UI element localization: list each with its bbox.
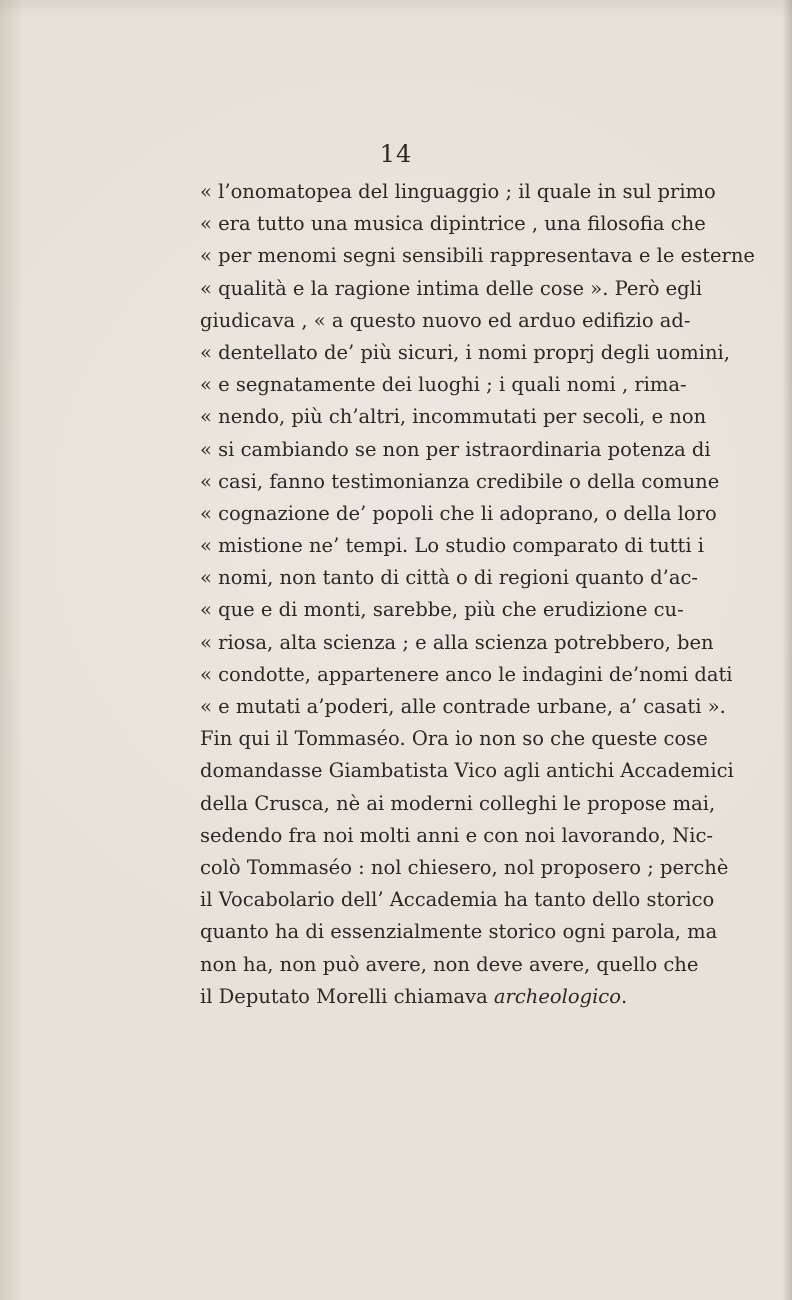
italic-word: archeologico — [493, 984, 621, 1008]
page-edge-shadow — [782, 0, 792, 1300]
text-line: non ha, non può avere, non deve avere, quello che — [200, 952, 699, 976]
text-line: domandasse Giambatista Vico agli antichi Accademici — [200, 759, 734, 783]
text-line: Fin qui il Tommaséo. Ora io non so che queste cose — [200, 727, 708, 751]
text-line: il Vocabolario dell’ Accademia ha tanto dello storico — [200, 888, 715, 912]
text-line: « e mutati a’poderi, alle contrade urbane, a’ casati ». — [200, 695, 726, 718]
text-line: « e segnatamente dei luoghi ; i quali nomi , rima- — [200, 373, 687, 397]
text-line: « que e di monti, sarebbe, più che erudizione cu- — [200, 598, 684, 622]
text-line: sedendo fra noi molti anni e con noi lavorando, Nic- — [200, 823, 714, 847]
text-line: « nomi, non tanto di città o di regioni quanto d’ac- — [200, 566, 698, 590]
text-line: « mistione ne’ tempi. Lo studio comparato di tutti i — [200, 534, 705, 558]
text-line: quanto ha di essenzialmente storico ogni parola, ma — [200, 920, 718, 944]
text-line: « l’onomatopea del linguaggio ; il quale in sul primo — [200, 180, 716, 203]
body-text — [200, 176, 755, 1013]
text-line: « dentellato de’ più sicuri, i nomi proprj degli uomini, — [200, 340, 730, 364]
text-line: della Crusca, nè ai moderni colleghi le propose mai, — [200, 791, 716, 815]
text-line: « casi, fanno testimonianza credibile o della comune — [200, 469, 720, 493]
text-line: « cognazione de’ popoli che li adoprano, o della loro — [200, 501, 717, 525]
text-line: « si cambiando se non per istraordinaria potenza di — [200, 437, 711, 461]
text-line: « era tutto una musica dipintrice , una filosofia che — [200, 212, 706, 236]
last-line-suffix: . — [620, 984, 628, 1008]
text-line: « riosa, alta scienza ; e alla scienza potrebbero, ben — [200, 630, 714, 654]
text-line: « per menomi segni sensibili rappresentava e le esterne — [200, 244, 755, 268]
text-line: « condotte, appartenere anco le indagini de’nomi dati — [200, 662, 733, 686]
text-line-last — [200, 981, 682, 1013]
text-line: « qualità e la ragione intima delle cose ». Però egli — [200, 276, 703, 300]
text-line: « nendo, più ch’altri, incommutati per secoli, e non — [200, 405, 707, 429]
last-line-prefix: il Deputato Morelli chiamava — [200, 984, 494, 1008]
page-number: 14 — [379, 140, 413, 168]
text-line: colò Tommaséo : nol chiesero, nol proposero ; perchè — [200, 855, 729, 879]
text-line: giudicava , « a questo nuovo ed arduo edifizio ad- — [200, 308, 691, 332]
